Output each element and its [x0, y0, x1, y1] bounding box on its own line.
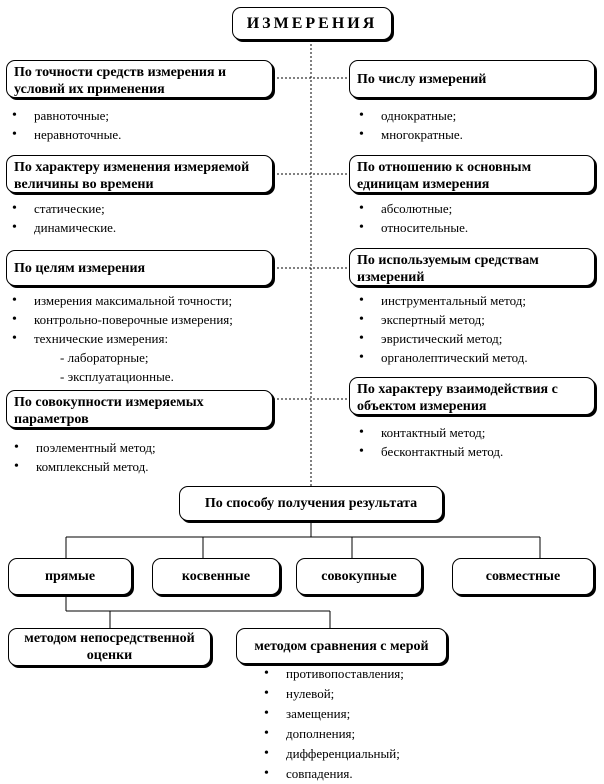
- list-item: • бесконтактный метод.: [355, 442, 503, 461]
- left-list-time-character: [8, 199, 116, 237]
- type-cumulative: совокупные: [296, 558, 422, 595]
- left-heading-accuracy: По точности средств измерения и условий их применения: [6, 60, 273, 98]
- list-item: • относительные.: [355, 218, 468, 237]
- left-list-parameters: [10, 438, 156, 476]
- list-item: • контактный метод;: [355, 423, 503, 442]
- page-title: ИЗМЕРЕНИЯ: [232, 7, 392, 40]
- list-item: • однократные;: [355, 106, 463, 125]
- direct-comparison-with-measure: методом сравнения с мерой: [236, 628, 447, 664]
- list-item: • замещения;: [260, 704, 404, 724]
- direct-immediate-evaluation: методом непосредственной оценки: [8, 628, 211, 666]
- list-item: • абсолютные;: [355, 199, 468, 218]
- right-heading-units: По отношению к основным единицам измерения: [349, 155, 595, 193]
- list-item: • комплексный метод.: [10, 457, 156, 476]
- left-heading-parameters: По совокупности измеряемых параметров: [6, 390, 273, 428]
- list-subitem: - лабораторные;: [60, 350, 149, 365]
- list-item: • измерения максимальной точности;: [8, 291, 233, 310]
- right-heading-means: По используемым средствам измерений: [349, 248, 595, 286]
- list-item: • нулевой;: [260, 684, 404, 704]
- right-heading-count: По числу измерений: [349, 60, 595, 98]
- list-item: • совпадения.: [260, 764, 404, 784]
- list-item: • органолептический метод.: [355, 348, 528, 367]
- list-item: • многократные.: [355, 125, 463, 144]
- list-item: • противопоставления;: [260, 664, 404, 684]
- comparison-methods-list: [260, 664, 404, 784]
- left-list-goals: [8, 291, 233, 386]
- list-item: • неравноточные.: [8, 125, 121, 144]
- right-list-units: [355, 199, 468, 237]
- type-indirect: косвенные: [152, 558, 280, 595]
- right-list-count: [355, 106, 463, 144]
- list-item: • технические измерения:: [8, 329, 233, 348]
- right-heading-interaction: По характеру взаимодействия с объектом измерения: [349, 377, 595, 415]
- left-heading-time-character: По характеру изменения измеряемой величины во времени: [6, 155, 273, 193]
- type-joint: совместные: [452, 558, 594, 595]
- list-item: • динамические.: [8, 218, 116, 237]
- list-item: • эвристический метод;: [355, 329, 528, 348]
- list-item: • поэлементный метод;: [10, 438, 156, 457]
- list-item: • дополнения;: [260, 724, 404, 744]
- list-item: • экспертный метод;: [355, 310, 528, 329]
- list-item: • статические;: [8, 199, 116, 218]
- list-item: • дифференциальный;: [260, 744, 404, 764]
- left-heading-goals: По целям измерения: [6, 250, 273, 286]
- list-item: • равноточные;: [8, 106, 121, 125]
- right-list-interaction: [355, 423, 503, 461]
- list-item: • инструментальный метод;: [355, 291, 528, 310]
- left-list-accuracy: [8, 106, 121, 144]
- method-heading: По способу получения результата: [179, 486, 443, 521]
- list-item: • контрольно-поверочные измерения;: [8, 310, 233, 329]
- type-direct: прямые: [8, 558, 132, 595]
- list-subitem: - эксплуатационные.: [60, 369, 174, 384]
- right-list-means: [355, 291, 528, 367]
